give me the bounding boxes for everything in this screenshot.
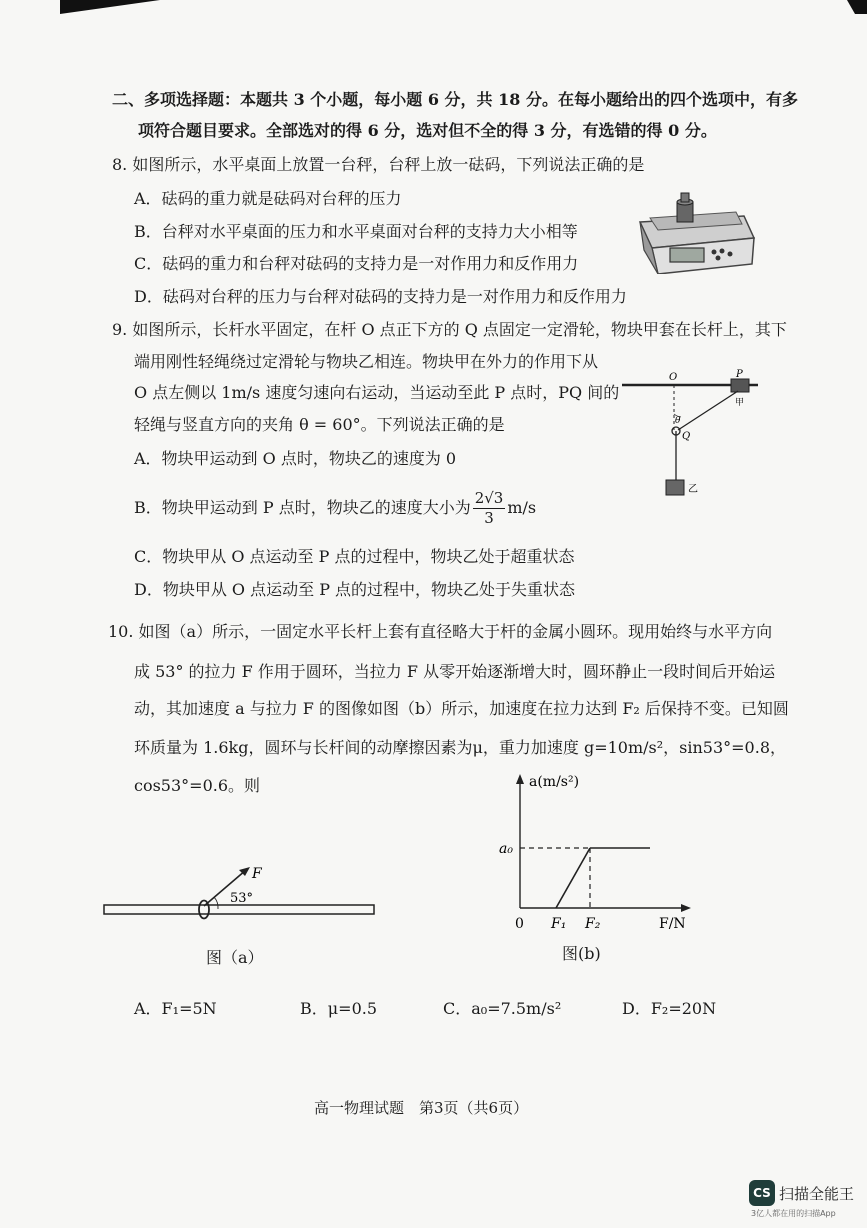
- q9-option-b: [134, 488, 536, 528]
- q9-line1: 9. 如图所示，长杆水平固定，在杆 O 点正下方的 Q 点固定一定滑轮，物块甲套在长杆上，其下: [112, 320, 787, 339]
- q8-stem: 8. 如图所示，水平桌面上放置一台秤，台秤上放一砝码，下列说法正确的是: [112, 155, 645, 174]
- watermark-tagline: 3亿人都在用的扫描App: [751, 1209, 836, 1218]
- figure-b-graph: [495, 770, 695, 940]
- q9-line4: 轻绳与竖直方向的夹角 θ = 60°。下列说法正确的是: [134, 415, 505, 434]
- scanner-watermark: [749, 1180, 859, 1220]
- scan-edge-mark: [797, 0, 867, 14]
- q10-option-a: A．F₁=5N: [134, 999, 217, 1018]
- page-footer: 高一物理试题 第3页（共6页）: [314, 1099, 529, 1117]
- section-heading: 二、多项选择题：本题共 3 个小题，每小题 6 分，共 18 分。在每小题给出的四个选项中，有多: [112, 90, 798, 109]
- figure-a-caption: 图（a）: [206, 948, 264, 967]
- q9-option-c: C．物块甲从 O 点运动至 P 点的过程中，物块乙处于超重状态: [134, 547, 575, 566]
- q8-option-d: D．砝码对台秤的压力与台秤对砝码的支持力是一对作用力和反作用力: [134, 287, 627, 306]
- q10-line4: 环质量为 1.6kg，圆环与长杆间的动摩擦因素为μ，重力加速度 g=10m/s²，sin53°=0.8，: [134, 738, 786, 757]
- origin-label: 0: [515, 916, 524, 932]
- label-O: O: [669, 372, 678, 383]
- q9-option-d: D．物块甲从 O 点运动至 P 点的过程中，物块乙处于失重状态: [134, 580, 576, 599]
- q9-option-b-text: B．物块甲运动到 P 点时，物块乙的速度大小为: [134, 498, 471, 517]
- q10-line3: 动，其加速度 a 与拉力 F 的图像如图（b）所示，加速度在拉力达到 F₂ 后保持不变。已知圆: [134, 699, 789, 718]
- fraction-numerator: 2√3: [474, 489, 504, 507]
- F1-label: F₁: [551, 916, 567, 932]
- q10-line5: cos53°=0.6。则: [134, 776, 261, 795]
- force-label-F: F: [252, 866, 262, 882]
- q9-option-b-unit: m/s: [507, 498, 537, 517]
- y-axis-label: a(m/s²): [529, 774, 580, 790]
- label-theta: θ: [675, 416, 681, 426]
- label-yi: 乙: [688, 484, 698, 495]
- q9-pulley-figure: [612, 368, 762, 503]
- q10-line2: 成 53° 的拉力 F 作用于圆环，当拉力 F 从零开始逐渐增大时，圆环静止一段时间后开始运: [134, 662, 776, 681]
- q8-option-b: B．台秤对水平桌面的压力和水平桌面对台秤的支持力大小相等: [134, 222, 578, 241]
- angle-label: 53°: [230, 891, 254, 906]
- camscanner-logo-icon: CS: [749, 1180, 775, 1206]
- q10-line1: 10. 如图（a）所示，一固定水平长杆上套有直径略大于杆的金属小圆环。现用始终与水平方向: [108, 622, 773, 641]
- scan-edge-mark: [60, 0, 160, 14]
- q10-option-b: B．μ=0.5: [300, 999, 378, 1018]
- q8-option-a: A．砝码的重力就是砝码对台秤的压力: [134, 189, 402, 208]
- q10-option-c: C．a₀=7.5m/s²: [443, 999, 562, 1018]
- x-axis-label: F/N: [659, 916, 686, 932]
- scale-image: [632, 182, 757, 274]
- F2-label: F₂: [585, 916, 601, 932]
- fraction-denominator: 3: [484, 509, 494, 527]
- label-jia: 甲: [735, 398, 745, 408]
- section-heading-cont: 项符合题目要求。全部选对的得 6 分，选对但不全的得 3 分，有选错的得 0 分。: [138, 121, 717, 140]
- figure-b-caption: 图(b): [562, 944, 601, 963]
- watermark-name: 扫描全能王: [779, 1185, 855, 1203]
- q9-option-a: A．物块甲运动到 O 点时，物块乙的速度为 0: [134, 449, 457, 468]
- q9-line2: 端用刚性轻绳绕过定滑轮与物块乙相连。物块甲在外力的作用下从: [134, 352, 599, 371]
- q10-option-d: D．F₂=20N: [622, 999, 717, 1018]
- q9-line3: O 点左侧以 1m/s 速度匀速向右运动，当运动至此 P 点时，PQ 间的: [134, 383, 620, 402]
- q8-option-c: C．砝码的重力和台秤对砝码的支持力是一对作用力和反作用力: [134, 254, 579, 273]
- label-Q: Q: [682, 431, 691, 442]
- figure-a: [100, 860, 380, 930]
- a0-label: a₀: [499, 841, 513, 857]
- label-P: P: [736, 369, 743, 380]
- fraction: [473, 489, 506, 528]
